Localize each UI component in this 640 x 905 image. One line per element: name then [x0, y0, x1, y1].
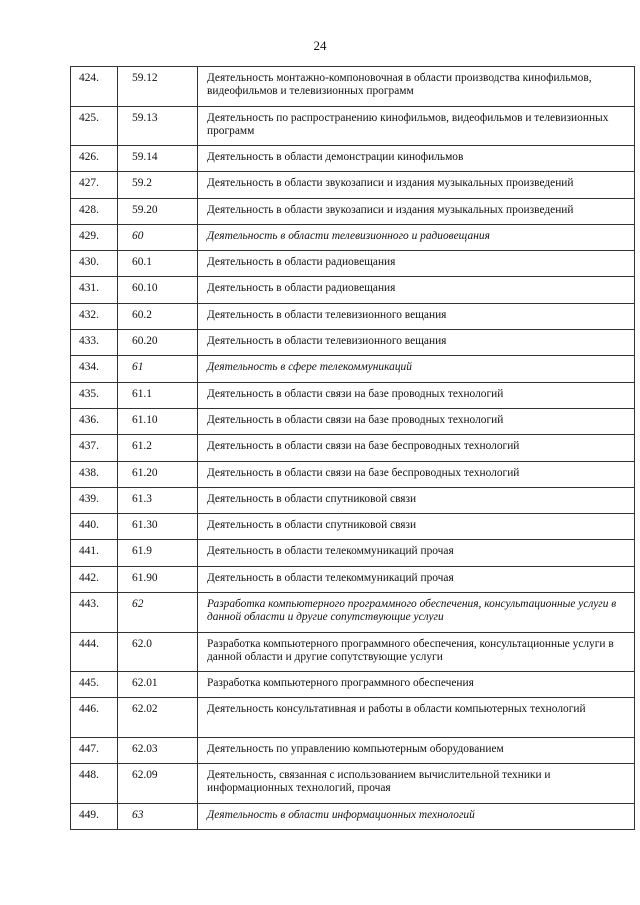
- activity-code: 61.3: [118, 487, 198, 513]
- activity-description: Разработка компьютерного программного обеспечения, консультационные услуги в данной области и другие сопутствующие услуги: [198, 632, 635, 672]
- table-row: [71, 172, 635, 198]
- table-row: [71, 435, 635, 461]
- row-number: 440.: [71, 514, 118, 540]
- activity-description: Деятельность в области телевизионного и радиовещания: [198, 224, 635, 250]
- row-number: 437.: [71, 435, 118, 461]
- activity-code: 60.20: [118, 330, 198, 356]
- row-number: 426.: [71, 146, 118, 172]
- row-number: 432.: [71, 303, 118, 329]
- activity-description: Деятельность в области информационных технологий: [198, 803, 635, 829]
- activity-description: Деятельность в сфере телекоммуникаций: [198, 356, 635, 382]
- activity-code: 62.09: [118, 764, 198, 804]
- table-row: [71, 408, 635, 434]
- row-number: 444.: [71, 632, 118, 672]
- table-row: [71, 593, 635, 633]
- activity-code: 61.1: [118, 382, 198, 408]
- row-number: 448.: [71, 764, 118, 804]
- table-row: [71, 764, 635, 804]
- activity-code: 60.2: [118, 303, 198, 329]
- table-row: [71, 803, 635, 829]
- activity-code: 62.02: [118, 698, 198, 738]
- row-number: 428.: [71, 198, 118, 224]
- activity-description: Деятельность в области телевизионного вещания: [198, 303, 635, 329]
- activity-codes-table: [70, 66, 635, 830]
- page-number: 24: [313, 38, 327, 53]
- activity-description: Деятельность по распространению кинофильмов, видеофильмов и телевизионных программ: [198, 106, 635, 146]
- table-row: [71, 303, 635, 329]
- row-number: 447.: [71, 737, 118, 763]
- activity-description: Деятельность в области телекоммуникаций прочая: [198, 566, 635, 592]
- row-number: 445.: [71, 672, 118, 698]
- activity-description: Деятельность в области радиовещания: [198, 277, 635, 303]
- activity-description: Разработка компьютерного программного обеспечения, консультационные услуги в данной области и другие сопутствующие услуги: [198, 593, 635, 633]
- activity-code: 63: [118, 803, 198, 829]
- activity-code: 60: [118, 224, 198, 250]
- activity-description: Деятельность монтажно-компоновочная в области производства кинофильмов, видеофильмов и телевизионных программ: [198, 67, 635, 107]
- activity-code: 60.10: [118, 277, 198, 303]
- activity-code: 59.20: [118, 198, 198, 224]
- activity-code: 61.90: [118, 566, 198, 592]
- activity-code: 62: [118, 593, 198, 633]
- activity-description: Деятельность в области телекоммуникаций прочая: [198, 540, 635, 566]
- row-number: 449.: [71, 803, 118, 829]
- row-number: 430.: [71, 251, 118, 277]
- activity-code: 62.03: [118, 737, 198, 763]
- table-row: [71, 672, 635, 698]
- activity-description: Разработка компьютерного программного обеспечения: [198, 672, 635, 698]
- activity-description: Деятельность в области связи на базе беспроводных технологий: [198, 435, 635, 461]
- table-row: [71, 356, 635, 382]
- row-number: 446.: [71, 698, 118, 738]
- activity-description: Деятельность в области телевизионного вещания: [198, 330, 635, 356]
- activity-description: Деятельность в области связи на базе проводных технологий: [198, 382, 635, 408]
- activity-description: Деятельность, связанная с использованием вычислительной техники и информационных технологий, прочая: [198, 764, 635, 804]
- table-row: [71, 251, 635, 277]
- table-row: [71, 461, 635, 487]
- activity-code: 62.0: [118, 632, 198, 672]
- row-number: 425.: [71, 106, 118, 146]
- activity-description: Деятельность в области демонстрации кинофильмов: [198, 146, 635, 172]
- activity-description: Деятельность по управлению компьютерным оборудованием: [198, 737, 635, 763]
- activity-code: 61.10: [118, 408, 198, 434]
- row-number: 441.: [71, 540, 118, 566]
- row-number: 439.: [71, 487, 118, 513]
- activity-code: 62.01: [118, 672, 198, 698]
- activity-description: Деятельность в области звукозаписи и издания музыкальных произведений: [198, 198, 635, 224]
- table-row: [71, 566, 635, 592]
- row-number: 434.: [71, 356, 118, 382]
- activity-code: 59.12: [118, 67, 198, 107]
- table-row: [71, 540, 635, 566]
- row-number: 436.: [71, 408, 118, 434]
- row-number: 433.: [71, 330, 118, 356]
- activity-description: Деятельность в области радиовещания: [198, 251, 635, 277]
- activity-code: 59.13: [118, 106, 198, 146]
- table-row: [71, 487, 635, 513]
- table-row: [71, 146, 635, 172]
- activity-code: 59.14: [118, 146, 198, 172]
- activity-code: 61.20: [118, 461, 198, 487]
- activity-description: Деятельность в области связи на базе беспроводных технологий: [198, 461, 635, 487]
- activity-description: Деятельность в области связи на базе проводных технологий: [198, 408, 635, 434]
- table-row: [71, 106, 635, 146]
- table-row: [71, 67, 635, 107]
- activity-code: 61.30: [118, 514, 198, 540]
- activity-description: Деятельность в области спутниковой связи: [198, 487, 635, 513]
- row-number: 438.: [71, 461, 118, 487]
- row-number: 429.: [71, 224, 118, 250]
- row-number: 431.: [71, 277, 118, 303]
- table-body: [71, 67, 635, 830]
- activity-code: 59.2: [118, 172, 198, 198]
- row-number: 435.: [71, 382, 118, 408]
- table-row: [71, 514, 635, 540]
- activity-code: 61.2: [118, 435, 198, 461]
- table-row: [71, 198, 635, 224]
- row-number: 442.: [71, 566, 118, 592]
- table-row: [71, 224, 635, 250]
- activity-code: 60.1: [118, 251, 198, 277]
- row-number: 443.: [71, 593, 118, 633]
- activity-description: Деятельность консультативная и работы в области компьютерных технологий: [198, 698, 635, 738]
- table-row: [71, 737, 635, 763]
- activity-code: 61: [118, 356, 198, 382]
- activity-description: Деятельность в области звукозаписи и издания музыкальных произведений: [198, 172, 635, 198]
- activity-code: 61.9: [118, 540, 198, 566]
- table-row: [71, 698, 635, 738]
- table-row: [71, 632, 635, 672]
- table-row: [71, 330, 635, 356]
- activity-description: Деятельность в области спутниковой связи: [198, 514, 635, 540]
- table-row: [71, 277, 635, 303]
- row-number: 424.: [71, 67, 118, 107]
- table-row: [71, 382, 635, 408]
- row-number: 427.: [71, 172, 118, 198]
